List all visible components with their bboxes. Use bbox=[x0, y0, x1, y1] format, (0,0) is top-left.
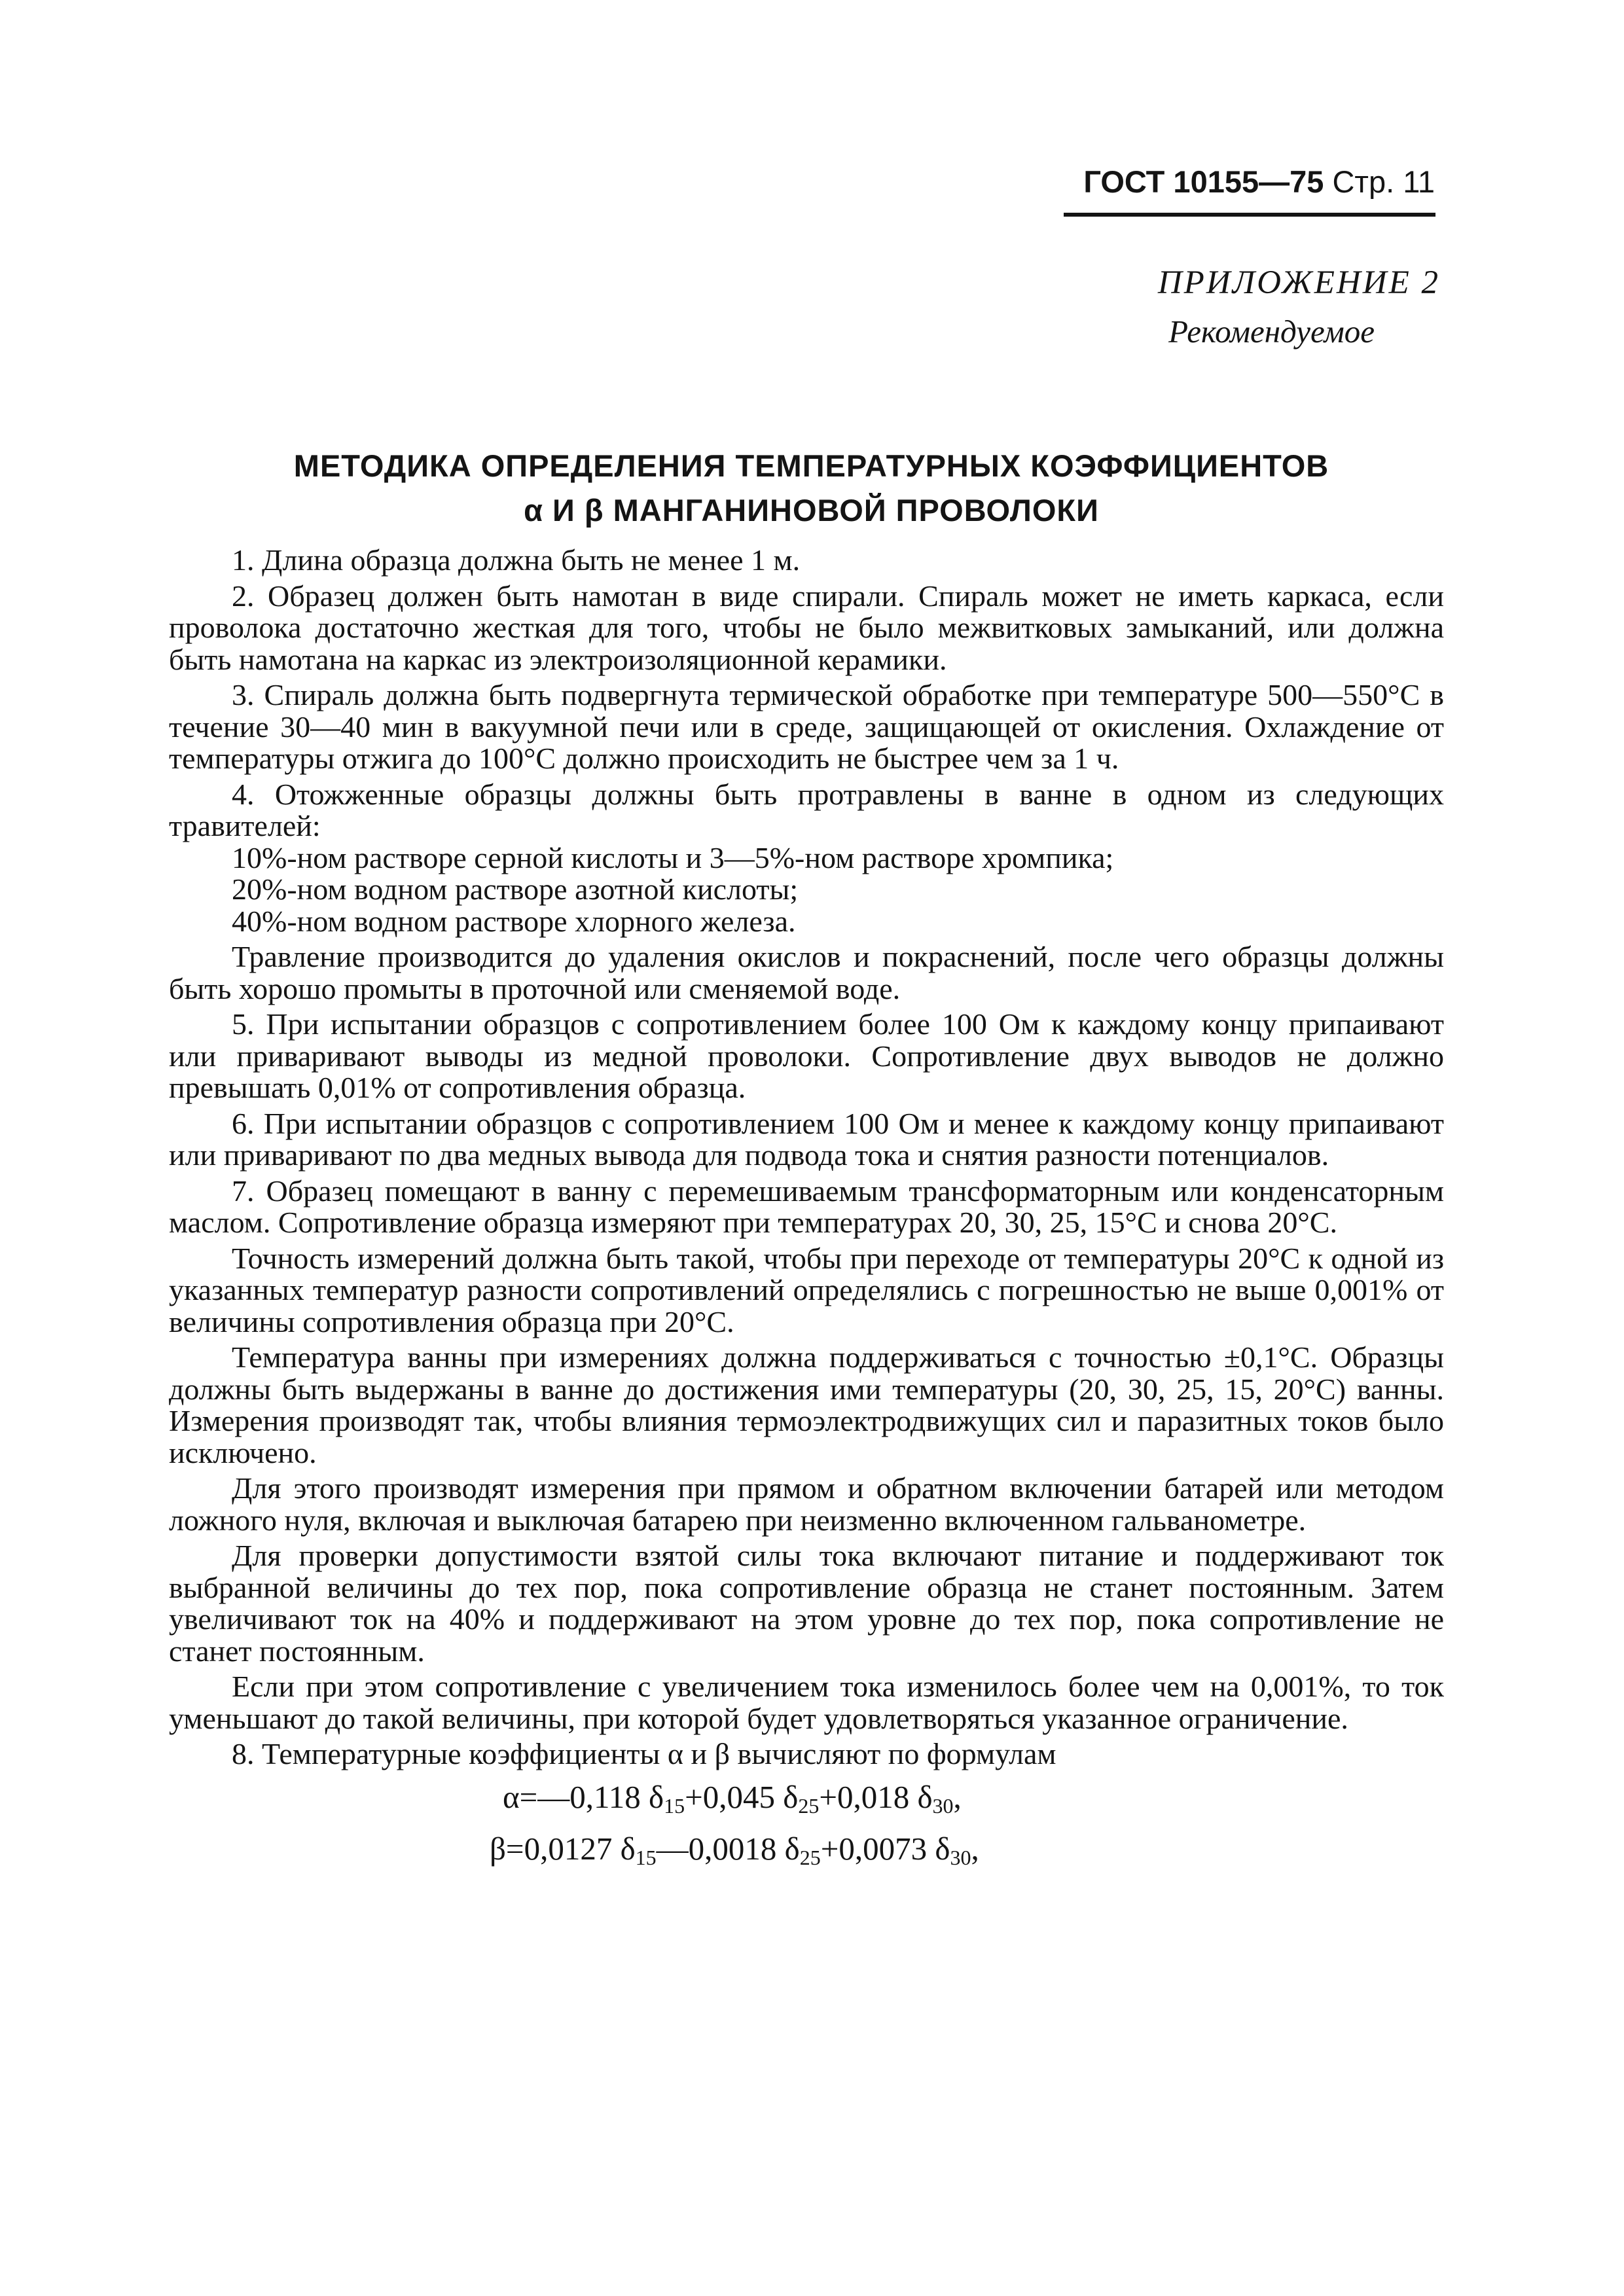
formula-beta: β=0,0127 $\delta_{15}—0,0018$ $\delta_{25}+0,0073$ $\delta_{30}$, bbox=[490, 1830, 979, 1869]
paragraph-5: 5. При испытании образцов с сопротивлением более 100 Ом к каждому концу припаивают или приваривают выводы из медной проволоки. Сопротивление двух выводов не должно превышать 0,01% от сопротивления образца. bbox=[169, 1007, 1444, 1104]
paragraph-7: 7. Образец помещают в ванну с перемешиваемым трансформаторным или конденсаторным маслом. Сопротивление образца измеряют при температурах 20, 30, 25, 15°С и снова 20°С. bbox=[169, 1174, 1444, 1239]
formula-alpha: α=—0,118 $\delta_{15}+0,045$ $\delta_{25}+0,018$ $\delta_{30}$, bbox=[503, 1778, 962, 1818]
document-body bbox=[169, 545, 1444, 1879]
paragraph-1: 1. Длина образца должна быть не менее 1 м. bbox=[232, 543, 801, 577]
paragraph-8: 8. Температурные коэффициенты α и β вычисляют по формулам bbox=[232, 1737, 1056, 1770]
title-line-2: α И β МАНГАНИНОВОЙ ПРОВОЛОКИ bbox=[524, 493, 1099, 528]
etchant-item: 40%-ном водном растворе хлорного железа. bbox=[232, 904, 796, 938]
title-line-1: МЕТОДИКА ОПРЕДЕЛЕНИЯ ТЕМПЕРАТУРНЫХ КОЭФФИЦИЕНТОВ bbox=[293, 448, 1329, 483]
paragraph-measurement-method: Для этого производят измерения при прямом и обратном включении батарей или методом ложного нуля, включая и выключая батарею при неизменно включенном гальванометре. bbox=[169, 1471, 1444, 1537]
standard-code: ГОСТ 10155—75 bbox=[1083, 164, 1324, 199]
paragraph-3: 3. Спираль должна быть подвергнута термической обработке при температуре 500—550°С в течение 30—40 мин в вакуумной печи или в среде, защищающей от окисления. Охлаждение от температуры отжига до 100°С должно происходить не быстрее чем за 1 ч. bbox=[169, 678, 1444, 775]
paragraph-etching: Травление производится до удаления окислов и покраснений, после чего образцы должны быть хорошо промыты в проточной или сменяемой воде. bbox=[169, 940, 1444, 1005]
paragraph-2: 2. Образец должен быть намотан в виде спирали. Спираль может не иметь каркаса, если проволока достаточно жесткая для того, чтобы не было межвитковых замыканий, или должна быть намотана на каркас из электроизоляционной керамики. bbox=[169, 579, 1444, 676]
paragraph-accuracy: Точность измерений должна быть такой, чтобы при переходе от температуры 20°С к одной из указанных температур разности сопротивлений определялись с погрешностью не выше 0,001% от величины сопротивления образца при 20°С. bbox=[169, 1241, 1444, 1338]
page-number: Стр. 11 bbox=[1332, 164, 1435, 199]
section-title bbox=[131, 444, 1492, 533]
paragraph-current-limit: Если при этом сопротивление с увеличением тока изменилось более чем на 0,001%, то ток уменьшают до такой величины, при которой будет удовлетворяться указанное ограничение. bbox=[169, 1670, 1444, 1735]
paragraph-current-check: Для проверки допустимости взятой силы тока включают питание и поддерживают ток выбранной величины до тех пор, пока сопротивление образца не станет постоянным. Затем увеличивают ток на 40% и поддерживают на этом уровне до тех пор, пока сопротивление не станет постоянным. bbox=[169, 1539, 1444, 1668]
header-rule bbox=[1064, 213, 1435, 217]
paragraph-4: 4. Отожженные образцы должны быть протравлены в ванне в одном из следующих травителей: bbox=[169, 777, 1444, 842]
paragraph-bath-temperature: Температура ванны при измерениях должна поддерживаться с точностью ±0,1°С. Образцы должны быть выдержаны в ванне до достижения ими температуры (20, 30, 25, 15, 20°С) ванны. Измерения производят так, чтобы влияния термоэлектродвижущих сил и паразитных токов было исключено. bbox=[169, 1340, 1444, 1469]
appendix-status: Рекомендуемое bbox=[1168, 314, 1375, 350]
appendix-label: ПРИЛОЖЕНИЕ 2 bbox=[1157, 264, 1440, 301]
page-header bbox=[1062, 164, 1435, 200]
etchant-item: 20%-ном водном растворе азотной кислоты; bbox=[232, 872, 799, 906]
etchant-item: 10%-ном растворе серной кислоты и 3—5%-ном растворе хромпика; bbox=[232, 840, 1114, 874]
paragraph-6: 6. При испытании образцов с сопротивлением 100 Ом и менее к каждому концу припаивают или приваривают по два медных вывода для подвода тока и снятия разности потенциалов. bbox=[169, 1106, 1444, 1172]
